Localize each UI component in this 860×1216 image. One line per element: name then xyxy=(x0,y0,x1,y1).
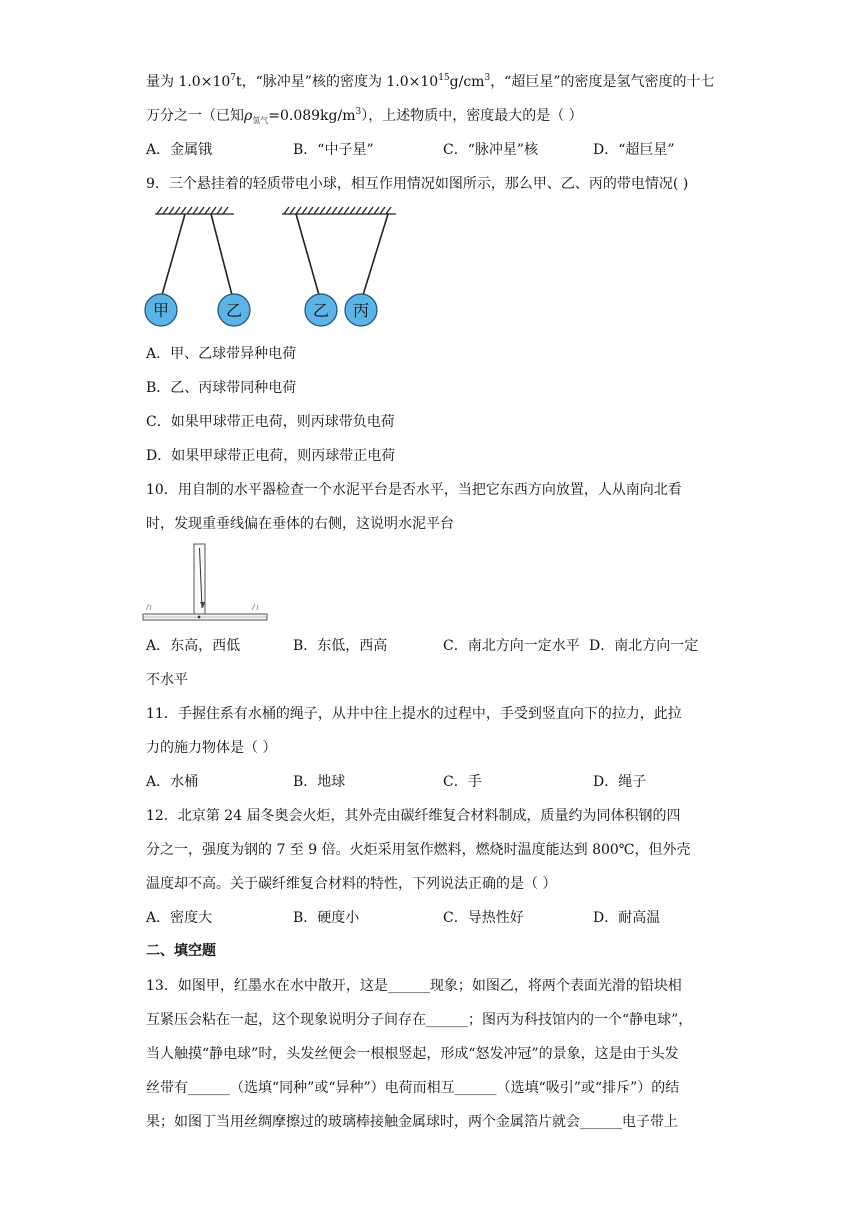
q9-option-d: D．如果甲球带正电荷，则丙球带正电荷 xyxy=(146,448,396,464)
q13-stem-line3: 当人触摸“静电球”时，头发丝便会一根根竖起，形成“怒发冲冠”的景象，这是由于头发 xyxy=(146,1046,679,1062)
q12-stem-line1: 12．北京第 24 届冬奥会火炬，其外壳由碳纤维复合材料制成，质量约为同体积钢的四 xyxy=(146,808,681,824)
q10-option-b: B．东低，西高 xyxy=(293,638,388,654)
q8-option-d: D．“超巨星” xyxy=(593,142,675,158)
q11-option-d: D．绳子 xyxy=(593,774,647,790)
q10-option-c: C．南北方向一定水平 xyxy=(443,638,580,654)
q8-option-b: B．“中子星” xyxy=(293,142,374,158)
right-ceiling xyxy=(282,207,396,214)
q12-stem-line2: 分之一，强度为钢的 7 至 9 倍。火炬采用氢作燃料，燃烧时温度能达到 800℃，但外壳 xyxy=(146,842,691,858)
left-ceiling xyxy=(155,207,234,214)
q10-option-d: D．南北方向一定 xyxy=(589,638,699,654)
ball-label-bing: 丙 xyxy=(352,301,370,320)
q8-option-c: C．“脉冲星”核 xyxy=(443,142,539,158)
q12-option-d: D．耐高温 xyxy=(593,910,661,926)
q11-stem-line2: 力的施力物体是（ ） xyxy=(146,740,277,756)
q13-stem-line5: 果；如图丁当用丝绸摩擦过的玻璃棒接触金属球时，两个金属箔片就会______电子带上 xyxy=(146,1114,678,1130)
q12-option-c: C．导热性好 xyxy=(443,910,524,926)
q8-stem-line2: 万分之一（已知$\rho_{氢气}=0.089kg/m^3$），上述物质中，密度最大的是（ ） xyxy=(146,107,583,125)
string-yi-right xyxy=(296,214,319,295)
q12-option-a: A．密度大 xyxy=(146,910,213,926)
ball-label-yi-right: 乙 xyxy=(312,301,330,320)
q11-stem-line1: 11．手握住系有水桶的绳子，从井中往上提水的过程中，手受到竖直向下的拉力，此拉 xyxy=(146,706,682,722)
string-bing xyxy=(363,214,388,295)
q13-stem-line2: 互紧压会粘在一起，这个现象说明分子间存在______；图丙为科技馆内的一个“静电球”， xyxy=(146,1012,693,1028)
q9-hanging-balls-figure xyxy=(140,204,410,334)
q12-option-b: B．硬度小 xyxy=(293,910,360,926)
q9-stem: 9．三个悬挂着的轻质带电小球，相互作用情况如图所示，那么甲、乙、丙的带电情况( ) xyxy=(146,176,689,192)
q10-option-d-wrap: 不水平 xyxy=(146,672,188,688)
q8-stem-line1: 量为 $1.0\times 10^7t$，“脉冲星”核的密度为 $1.0\times 10^{15}g/cm^3$，“超巨星”的密度是氢气密度的十七 xyxy=(146,73,715,90)
q11-option-a: A．水桶 xyxy=(146,774,199,790)
q10-option-a: A．东高，西低 xyxy=(146,638,241,654)
q13-stem-line4: 丝带有______（选填“同种”或“异种”）电荷而相互______（选填“吸引”或“排斥”）的结 xyxy=(146,1080,680,1096)
ball-label-yi-left: 乙 xyxy=(225,301,243,320)
q11-option-b: B．地球 xyxy=(293,774,346,790)
q9-option-a: A．甲、乙球带异种电荷 xyxy=(146,346,297,362)
q12-stem-line3: 温度却不高。关于碳纤维复合材料的特性，下列说法正确的是（ ） xyxy=(146,876,557,892)
section-heading-fill-in: 二、填空题 xyxy=(146,943,216,959)
q9-option-b: B．乙、丙球带同种电荷 xyxy=(146,380,297,396)
q9-option-c: C．如果甲球带正电荷，则丙球带负电荷 xyxy=(146,414,395,430)
ball-label-jia: 甲 xyxy=(152,301,170,320)
q10-stem-line2: 时，发现重垂线偏在垂体的右侧，这说明水泥平台 xyxy=(146,516,454,532)
string-yi-left xyxy=(211,214,232,295)
q13-stem-line1: 13．如图甲，红墨水在水中散开，这是______现象；如图乙，将两个表面光滑的铅块相 xyxy=(146,978,682,994)
q10-level-instrument-figure xyxy=(140,542,270,622)
q11-option-c: C．手 xyxy=(443,774,482,790)
string-jia xyxy=(162,214,185,295)
q8-option-a: A．金属锇 xyxy=(146,142,213,158)
q10-stem-line1: 10．用自制的水平器检查一个水泥平台是否水平，当把它东西方向放置，人从南向北看 xyxy=(146,482,682,498)
